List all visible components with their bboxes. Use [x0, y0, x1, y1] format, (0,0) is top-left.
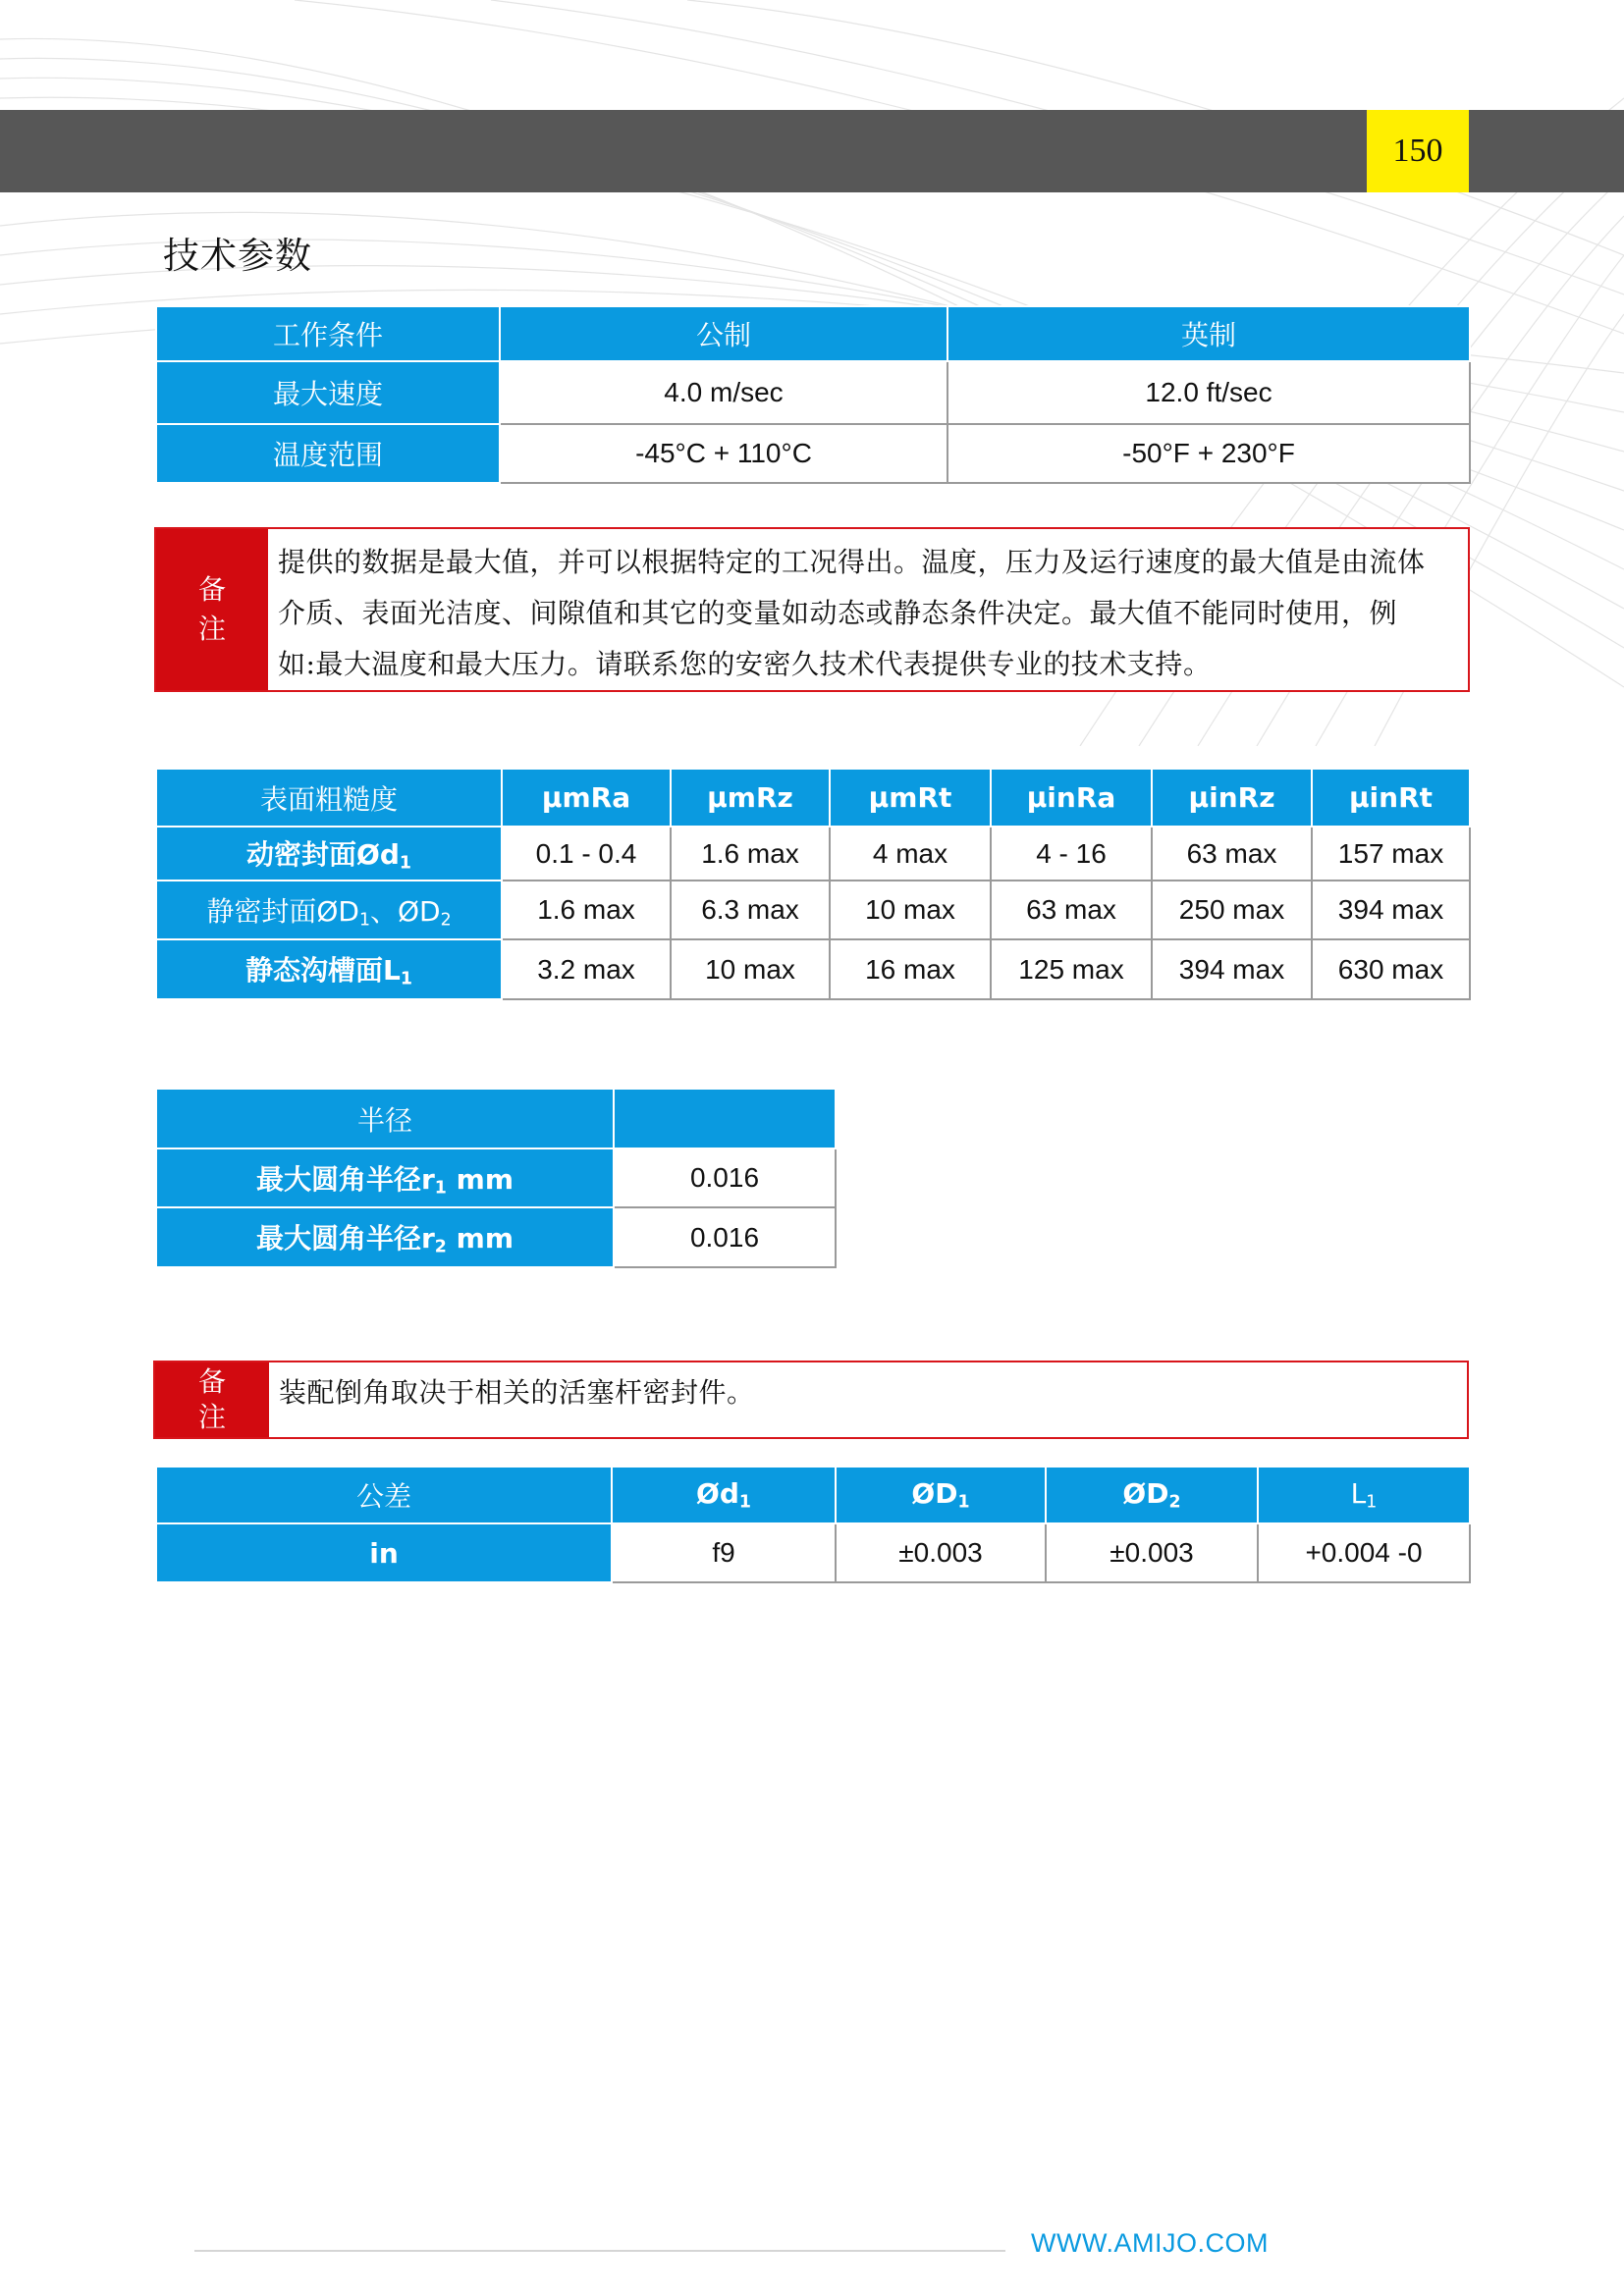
page-number-badge: 150 — [1367, 110, 1469, 192]
row-label — [156, 827, 502, 881]
row-label — [156, 939, 502, 999]
note-label-line: 备 — [197, 1365, 226, 1398]
row-label-text: 最大圆角半径r — [255, 1162, 435, 1196]
table-header-row — [156, 306, 1470, 361]
header-cell — [612, 1467, 836, 1523]
row-label: 最大速度 — [156, 361, 500, 424]
table-cell: 4.0 m/sec — [500, 361, 947, 424]
surface-roughness-table — [155, 768, 1471, 1000]
note-line: 介质、表面光洁度、间隙值和其它的变量如动态或静态条件决定。最大值不能同时使用，例 — [278, 597, 1398, 629]
table-cell: 63 max — [1152, 827, 1312, 881]
header-cell: μmRa — [502, 769, 671, 827]
subscript: 1 — [399, 853, 411, 874]
row-label: 温度范围 — [156, 424, 500, 483]
table-row — [156, 1523, 1470, 1582]
header-text: ØD — [1122, 1477, 1169, 1511]
row-label: in — [156, 1523, 612, 1582]
row-label-unit: mm — [446, 1162, 514, 1196]
header-cell-empty — [614, 1089, 836, 1148]
header-text: Ød — [696, 1477, 739, 1511]
table-row — [156, 361, 1470, 424]
table-row — [156, 881, 1470, 939]
subscript: 1 — [400, 969, 412, 989]
table-cell: 0.016 — [614, 1148, 836, 1207]
table-header-row — [156, 769, 1470, 827]
table-cell: +0.004 -0 — [1258, 1523, 1470, 1582]
note-line: 如:最大温度和最大压力。请联系您的安密久技术代表提供专业的技术支持。 — [278, 648, 1212, 680]
subscript: 2 — [440, 910, 452, 931]
table-cell: 4 max — [830, 827, 991, 881]
subscript: 1 — [1366, 1492, 1378, 1513]
table-cell: 157 max — [1312, 827, 1470, 881]
header-cell: 表面粗糙度 — [156, 769, 502, 827]
table-cell: 1.6 max — [671, 827, 830, 881]
header-cell: μinRt — [1312, 769, 1470, 827]
note-label-line: 注 — [197, 613, 226, 645]
row-label-text: 静密封面ØD — [206, 894, 359, 928]
table-cell: -50°F + 230°F — [947, 424, 1470, 483]
tolerance-table — [155, 1466, 1471, 1583]
header-cell: μinRz — [1152, 769, 1312, 827]
table-cell: 1.6 max — [502, 881, 671, 939]
footer-website-link[interactable]: WWW.AMIJO.COM — [1031, 2228, 1269, 2258]
header-cell: 英制 — [947, 306, 1470, 361]
header-cell — [156, 1467, 612, 1523]
table-row — [156, 1148, 836, 1207]
table-row — [156, 424, 1470, 483]
note-text — [268, 529, 1435, 690]
row-label — [156, 1148, 614, 1207]
subscript: 1 — [738, 1492, 751, 1513]
table-cell: 10 max — [671, 939, 830, 999]
table-cell: 250 max — [1152, 881, 1312, 939]
header-cell — [1258, 1467, 1470, 1523]
table-header-row — [156, 1089, 836, 1148]
note-label-line: 备 — [197, 573, 226, 606]
subscript: 1 — [957, 1492, 970, 1513]
table-row — [156, 1207, 836, 1267]
note-label-line: 注 — [197, 1401, 226, 1433]
header-cell: 工作条件 — [156, 306, 500, 361]
footer-divider — [194, 2250, 1005, 2252]
table-cell: 4 - 16 — [991, 827, 1152, 881]
row-label-text: 最大圆角半径r — [255, 1222, 435, 1255]
header-cell: 公制 — [500, 306, 947, 361]
table-cell: -45°C + 110°C — [500, 424, 947, 483]
table-cell: 3.2 max — [502, 939, 671, 999]
row-label — [156, 881, 502, 939]
table-cell: 10 max — [830, 881, 991, 939]
note-box — [154, 527, 1470, 692]
table-cell: 6.3 max — [671, 881, 830, 939]
note-box — [153, 1361, 1469, 1439]
table-cell: 125 max — [991, 939, 1152, 999]
header-cell: μmRz — [671, 769, 830, 827]
header-cell — [836, 1467, 1046, 1523]
table-cell: 16 max — [830, 939, 991, 999]
row-label-text: 静态沟槽面L — [245, 954, 401, 988]
header-text: 公差 — [355, 1480, 411, 1513]
table-cell: 0.016 — [614, 1207, 836, 1267]
subscript: 2 — [434, 1237, 447, 1257]
table-row — [156, 827, 1470, 881]
note-line: 提供的数据是最大值，并可以根据特定的工况得出。温度，压力及运行速度的最大值是由流体 — [278, 546, 1426, 578]
header-text: L — [1350, 1477, 1367, 1511]
row-label — [156, 1207, 614, 1267]
header-cell: 半径 — [156, 1089, 614, 1148]
table-cell: 0.1 - 0.4 — [502, 827, 671, 881]
radius-table — [155, 1088, 837, 1268]
table-cell: f9 — [612, 1523, 836, 1582]
header-cell — [1046, 1467, 1258, 1523]
table-cell: ±0.003 — [1046, 1523, 1258, 1582]
table-cell: 394 max — [1152, 939, 1312, 999]
header-cell: μinRa — [991, 769, 1152, 827]
section-title: 技术参数 — [163, 235, 312, 277]
note-text: 装配倒角取决于相关的活塞杆密封件。 — [279, 1376, 755, 1409]
table-cell: 63 max — [991, 881, 1152, 939]
table-header-row — [156, 1467, 1470, 1523]
row-label-text: 动密封面Ød — [246, 838, 400, 872]
table-cell: 394 max — [1312, 881, 1470, 939]
row-label-separator: 、ØD — [370, 894, 441, 928]
table-cell: 12.0 ft/sec — [947, 361, 1470, 424]
row-label-unit: mm — [446, 1222, 514, 1255]
header-text: ØD — [911, 1477, 958, 1511]
operating-conditions-table — [155, 305, 1471, 484]
subscript: 1 — [358, 910, 370, 931]
table-row — [156, 939, 1470, 999]
table-cell: ±0.003 — [836, 1523, 1046, 1582]
note-label — [156, 529, 268, 690]
subscript: 2 — [1168, 1492, 1181, 1513]
header-cell: μmRt — [830, 769, 991, 827]
table-cell: 630 max — [1312, 939, 1470, 999]
note-label — [155, 1362, 269, 1437]
subscript: 1 — [434, 1178, 447, 1199]
